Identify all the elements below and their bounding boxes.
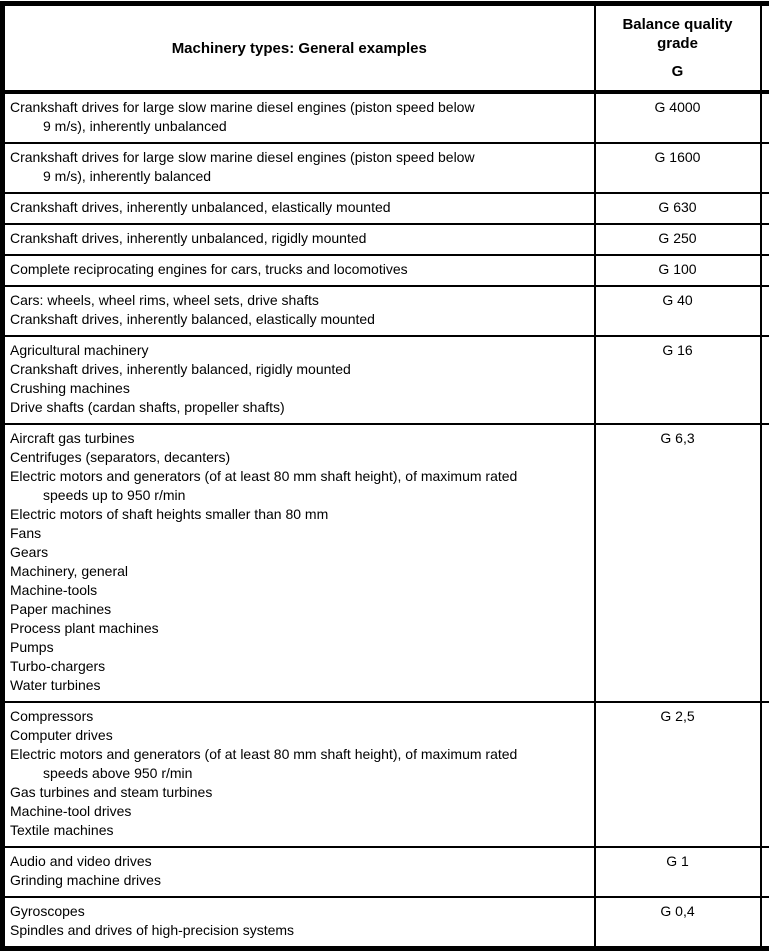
cropped-column-sliver — [761, 897, 769, 949]
grade-value-cell: G 630 — [595, 193, 761, 224]
machinery-types-cell — [3, 286, 595, 336]
grade-value-cell: G 40 — [595, 286, 761, 336]
table-row — [3, 286, 769, 336]
machinery-line: Process plant machines — [10, 620, 159, 636]
table-row — [3, 92, 769, 143]
machinery-line: Drive shafts (cardan shafts, propeller shafts) — [10, 399, 285, 415]
machinery-types-cell — [3, 224, 595, 255]
machinery-line: Machine-tools — [10, 582, 98, 598]
cropped-column-sliver — [761, 286, 769, 336]
header-machinery-types: Machinery types: General examples — [3, 4, 595, 93]
table-row — [3, 424, 769, 702]
machinery-line: Crankshaft drives for large slow marine diesel engines (piston speed below — [10, 149, 475, 165]
machinery-line: Compressors — [10, 708, 94, 724]
machinery-line: Spindles and drives of high-precision systems — [10, 922, 295, 938]
grade-value-cell: G 100 — [595, 255, 761, 286]
machinery-line: Pumps — [10, 639, 54, 655]
header-row — [3, 4, 769, 93]
cropped-column-sliver — [761, 4, 769, 93]
grade-value-cell: G 16 — [595, 336, 761, 424]
table-row — [3, 193, 769, 224]
machinery-line: Paper machines — [10, 601, 112, 617]
cropped-column-sliver — [761, 255, 769, 286]
machinery-line: Crankshaft drives, inherently balanced, elastically mounted — [10, 311, 375, 327]
machinery-line: Cars: wheels, wheel rims, wheel sets, drive shafts — [10, 292, 319, 308]
machinery-line: Fans — [10, 525, 42, 541]
grade-value-cell: G 1 — [595, 847, 761, 897]
machinery-line: Grinding machine drives — [10, 872, 161, 888]
cropped-column-sliver — [761, 702, 769, 847]
machinery-line: Complete reciprocating engines for cars, trucks and locomotives — [10, 261, 408, 277]
machinery-line: speeds above 950 r/min — [43, 765, 193, 781]
machinery-line: Gears — [10, 544, 49, 560]
machinery-line: Gas turbines and steam turbines — [10, 784, 213, 800]
cropped-column-sliver — [761, 193, 769, 224]
machinery-line: Textile machines — [10, 822, 114, 838]
machinery-types-cell — [3, 702, 595, 847]
machinery-types-cell — [3, 255, 595, 286]
balance-quality-grade-table — [0, 1, 769, 951]
machinery-types-cell — [3, 897, 595, 949]
machinery-line: Electric motors of shaft heights smaller than 80 mm — [10, 506, 329, 522]
machinery-types-cell — [3, 847, 595, 897]
machinery-line: Gyroscopes — [10, 903, 85, 919]
header-grade-symbol: G — [671, 63, 684, 80]
cropped-column-sliver — [761, 336, 769, 424]
machinery-line: 9 m/s), inherently balanced — [43, 168, 212, 184]
machinery-line: Water turbines — [10, 677, 101, 693]
table-body — [3, 92, 769, 949]
machinery-line: Aircraft gas turbines — [10, 430, 135, 446]
machinery-line: Centrifuges (separators, decanters) — [10, 449, 231, 465]
cropped-column-sliver — [761, 92, 769, 143]
machinery-types-cell — [3, 143, 595, 193]
cropped-column-sliver — [761, 143, 769, 193]
machinery-line: Crankshaft drives for large slow marine diesel engines (piston speed below — [10, 99, 475, 115]
machinery-line: Electric motors and generators (of at least 80 mm shaft height), of maximum rated — [10, 746, 518, 762]
machinery-types-cell — [3, 193, 595, 224]
table-row — [3, 255, 769, 286]
grade-value-cell: G 2,5 — [595, 702, 761, 847]
machinery-types-cell — [3, 336, 595, 424]
machinery-line: Turbo-chargers — [10, 658, 106, 674]
table-row — [3, 336, 769, 424]
machinery-line: Crushing machines — [10, 380, 130, 396]
machinery-types-cell — [3, 92, 595, 143]
table-row — [3, 143, 769, 193]
cropped-column-sliver — [761, 424, 769, 702]
table-header — [3, 4, 769, 93]
machinery-line: Crankshaft drives, inherently unbalanced, elastically mounted — [10, 199, 391, 215]
machinery-types-cell — [3, 424, 595, 702]
table-row — [3, 897, 769, 949]
table-row — [3, 702, 769, 847]
machinery-line: 9 m/s), inherently unbalanced — [43, 118, 227, 134]
cropped-column-sliver — [761, 847, 769, 897]
grade-value-cell: G 4000 — [595, 92, 761, 143]
table-row — [3, 847, 769, 897]
grade-value-cell: G 250 — [595, 224, 761, 255]
machinery-line: Machine-tool drives — [10, 803, 132, 819]
machinery-line: Computer drives — [10, 727, 113, 743]
machinery-line: Crankshaft drives, inherently balanced, rigidly mounted — [10, 361, 351, 377]
header-grade-title: Balance quality grade — [622, 16, 733, 52]
cropped-column-sliver — [761, 224, 769, 255]
machinery-line: Audio and video drives — [10, 853, 152, 869]
grade-value-cell: G 0,4 — [595, 897, 761, 949]
grade-value-cell: G 6,3 — [595, 424, 761, 702]
grade-value-cell: G 1600 — [595, 143, 761, 193]
document-page — [0, 1, 766, 938]
machinery-line: Machinery, general — [10, 563, 129, 579]
header-balance-quality-grade — [595, 4, 761, 93]
machinery-line: Agricultural machinery — [10, 342, 149, 358]
machinery-line: Electric motors and generators (of at least 80 mm shaft height), of maximum rated — [10, 468, 518, 484]
machinery-line: speeds up to 950 r/min — [43, 487, 186, 503]
table-row — [3, 224, 769, 255]
machinery-line: Crankshaft drives, inherently unbalanced, rigidly mounted — [10, 230, 367, 246]
